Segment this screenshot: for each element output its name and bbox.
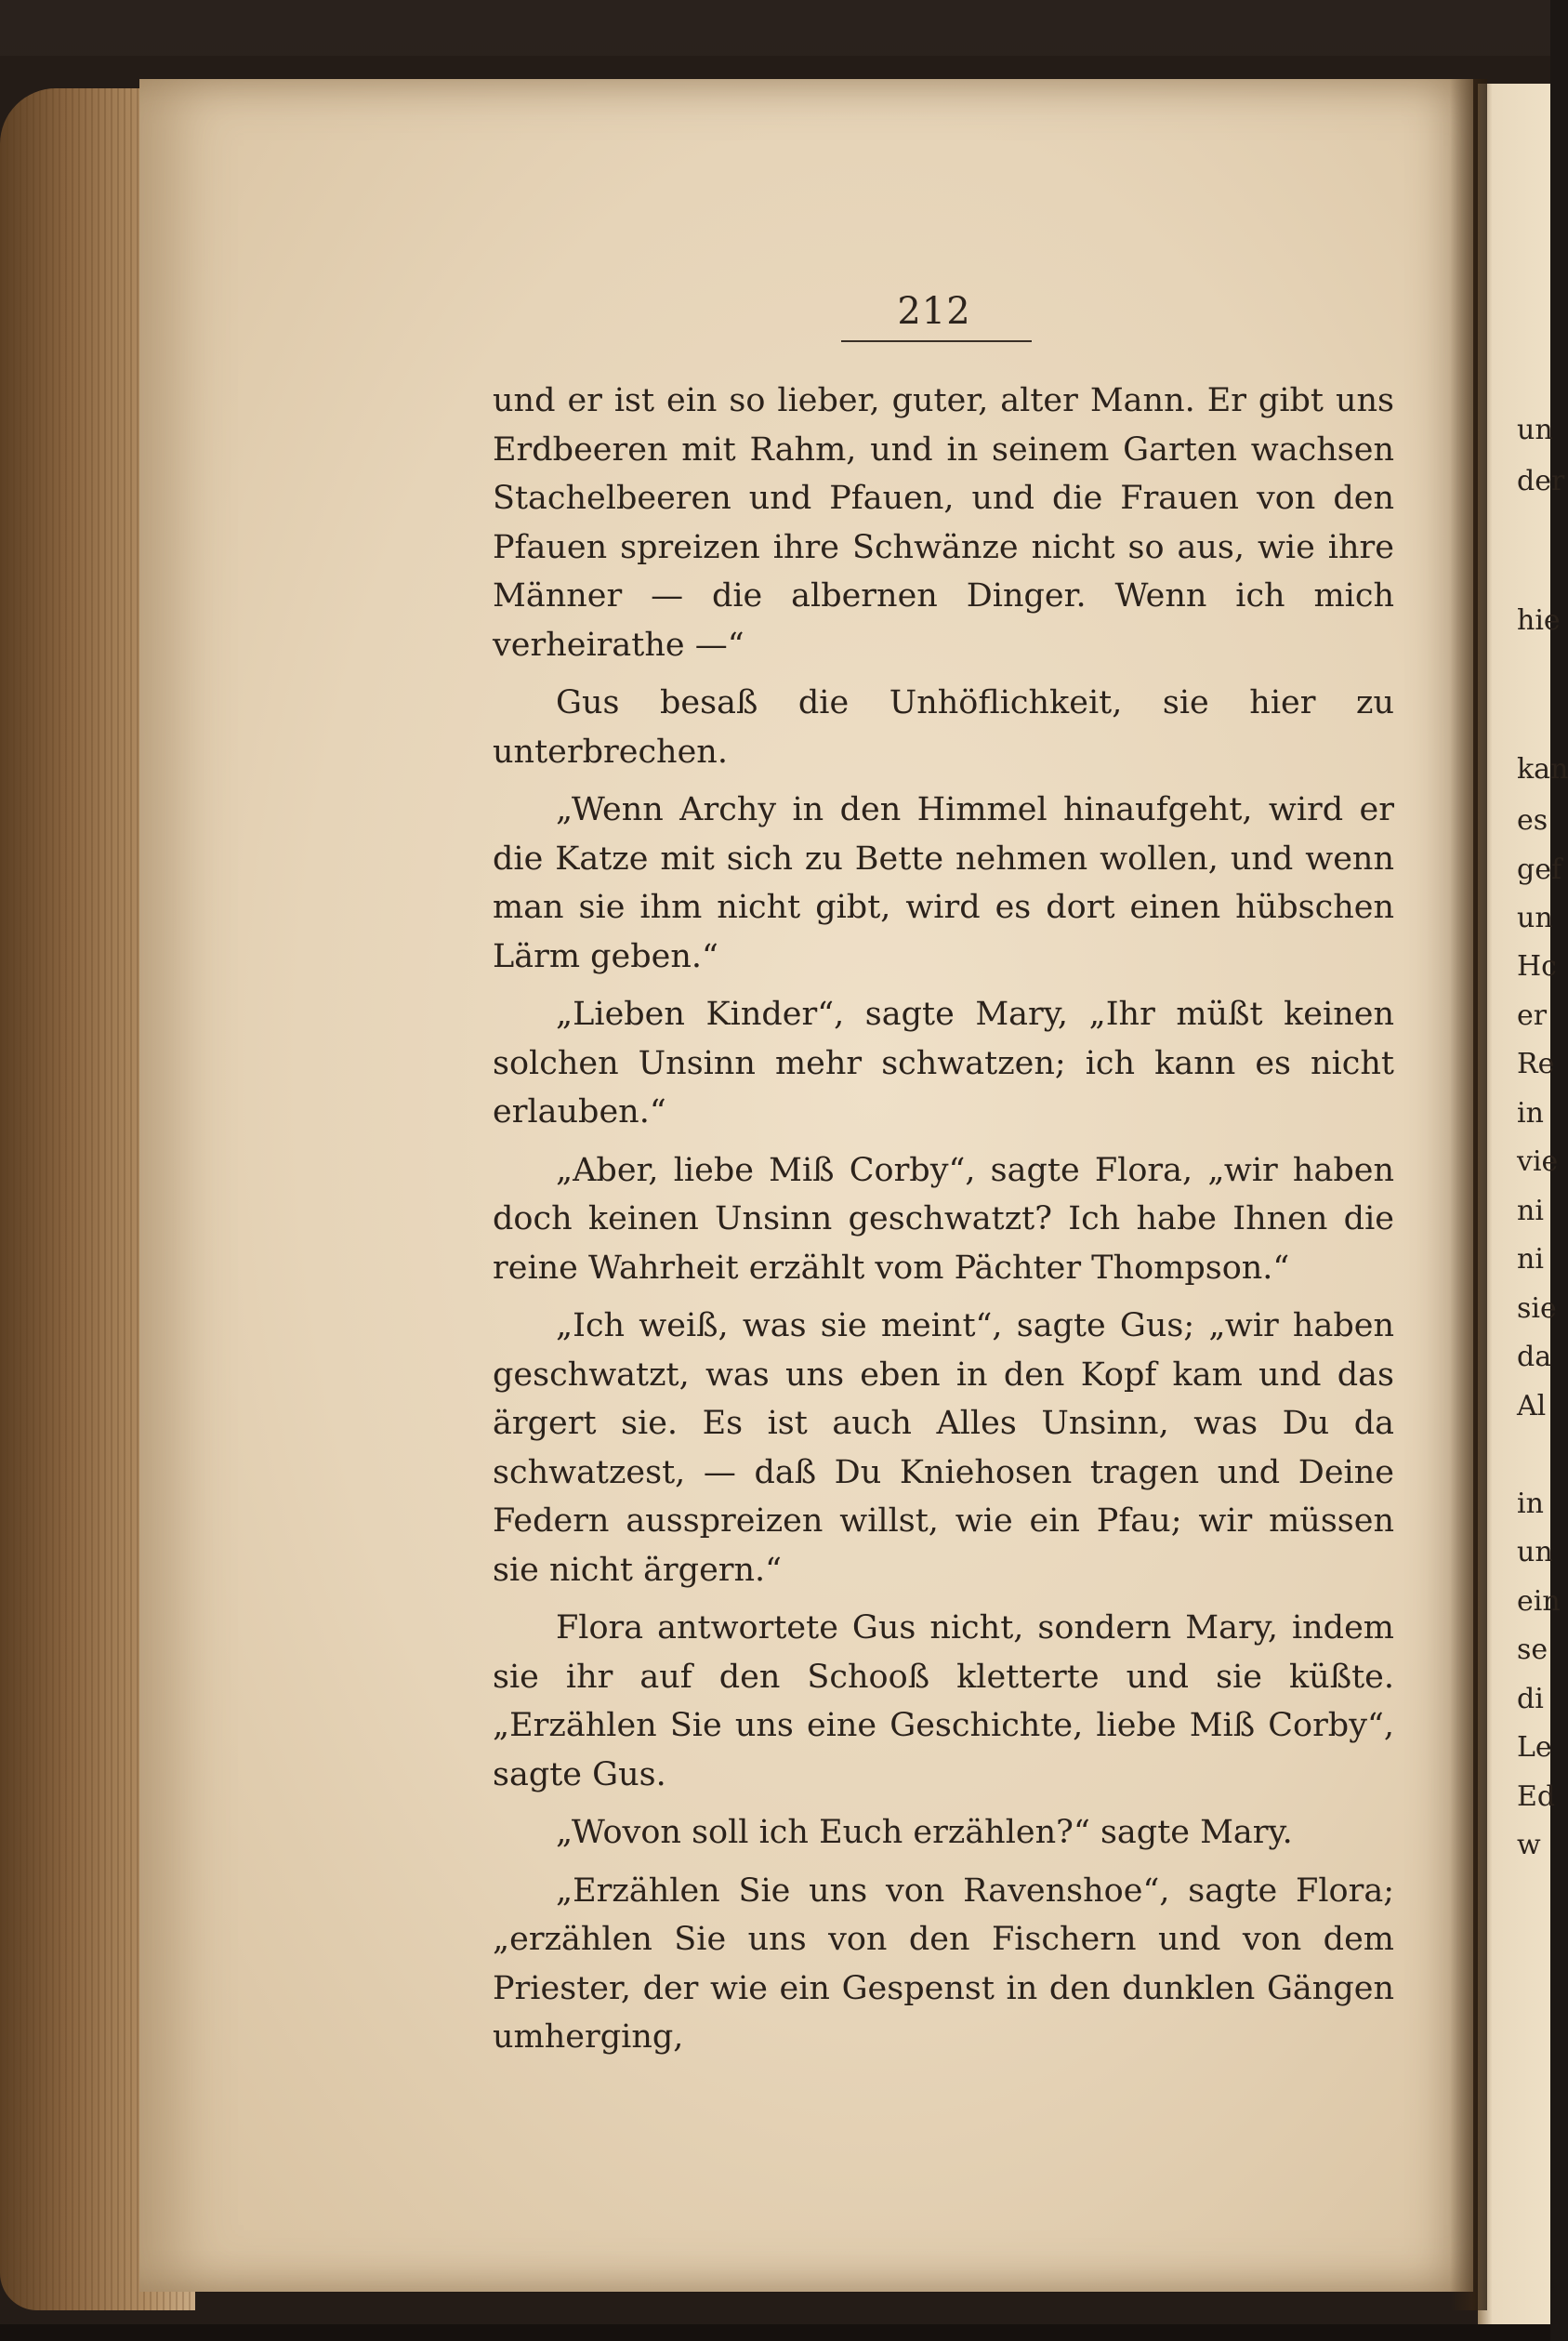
next-page-fragment: ein: [1517, 1585, 1561, 1618]
next-page-fragment: sie: [1517, 1292, 1557, 1325]
paragraph: „Wenn Archy in den Himmel hinaufgeht, wird er die Katze mit sich zu Bette nehmen wollen, und wenn man sie ihm nicht gibt, wird es dort einen hübschen Lärm geben.“: [493, 791, 1394, 975]
book-gutter: [1450, 79, 1487, 2310]
paragraph: „Ich weiß, was sie meint“, sagte Gus; „wir haben geschwatzt, was uns eben in den Kopf kam und das ärgert sie. Es ist auch Alles Unsinn, was Du da schwatzest, — daß Du Kniehosen tragen und Deine Federn ausspreizen willst, wie ein Pfau; wir müssen sie nicht ärgern.“: [493, 1307, 1394, 1589]
page-number: 212: [897, 290, 971, 333]
next-page-fragment: w: [1517, 1829, 1541, 1861]
next-page-fragment: ni: [1517, 1195, 1544, 1227]
paragraph: „Aber, liebe Miß Corby“, sagte Flora, „wir haben doch keinen Unsinn geschwatzt? Ich habe Ihnen die reine Wahrheit erzählt vom Pächter Thompson.“: [493, 1151, 1394, 1287]
paragraph: und er ist ein so lieber, guter, alter Mann. Er gibt uns Erdbeeren mit Rahm, und in seinem Garten wachsen Stachelbeeren und Pfauen, und die Frauen von den Pfauen spreizen ihre Schwänze nicht so aus, wie ihre Männer — die albernen Dinger. Wenn ich mich verheirathe —“: [493, 382, 1394, 664]
next-page-fragment: in: [1517, 1097, 1544, 1130]
next-page-fragment: Al: [1517, 1390, 1547, 1422]
next-page-fragment: gef: [1517, 853, 1562, 886]
next-page-fragment: Ed: [1517, 1780, 1556, 1813]
next-page-fragment: es: [1517, 804, 1548, 837]
paragraph: „Wovon soll ich Euch erzählen?“ sagte Mary.: [556, 1814, 1293, 1851]
next-page-fragment: vie: [1517, 1145, 1559, 1178]
next-page-fragment: in: [1517, 1488, 1544, 1520]
next-page-fragment: se: [1517, 1633, 1548, 1666]
next-page-fragment: da: [1517, 1341, 1552, 1373]
next-page-fragment: di: [1517, 1683, 1544, 1715]
page-number-rule: [841, 340, 1032, 342]
next-page-fragment: der: [1517, 465, 1565, 497]
next-page-fragment: kan: [1517, 753, 1568, 786]
next-page-fragment: ni: [1517, 1243, 1544, 1276]
next-page-fragment: un: [1517, 902, 1553, 934]
paragraph: Gus besaß die Unhöflichkeit, sie hier zu unterbrechen.: [493, 684, 1394, 771]
next-page-fragment: Le: [1517, 1731, 1552, 1764]
page-text: [493, 377, 1394, 2071]
next-page-fragment: hie: [1517, 604, 1561, 637]
paragraph: „Erzählen Sie uns von Ravenshoe“, sagte Flora; „erzählen Sie uns von den Fischern und von dem Priester, der wie ein Gespenst in den dunklen Gängen umherging,: [493, 1871, 1394, 2056]
next-page-fragment: un: [1517, 414, 1553, 446]
next-page-fragment: Re: [1517, 1048, 1555, 1080]
next-page-fragment: un: [1517, 1536, 1553, 1568]
paragraph: Flora antwortete Gus nicht, sondern Mary, indem sie ihr auf den Schooß kletterte und sie küßte. „Erzählen Sie uns eine Geschichte, liebe Miß Corby“, sagte Gus.: [493, 1609, 1394, 1793]
next-page-fragment: er: [1517, 999, 1548, 1032]
paragraph: „Lieben Kinder“, sagte Mary, „Ihr müßt keinen solchen Unsinn mehr schwatzen; ich kann es nicht erlauben.“: [493, 996, 1394, 1131]
next-page-fragment: Hc: [1517, 950, 1557, 983]
